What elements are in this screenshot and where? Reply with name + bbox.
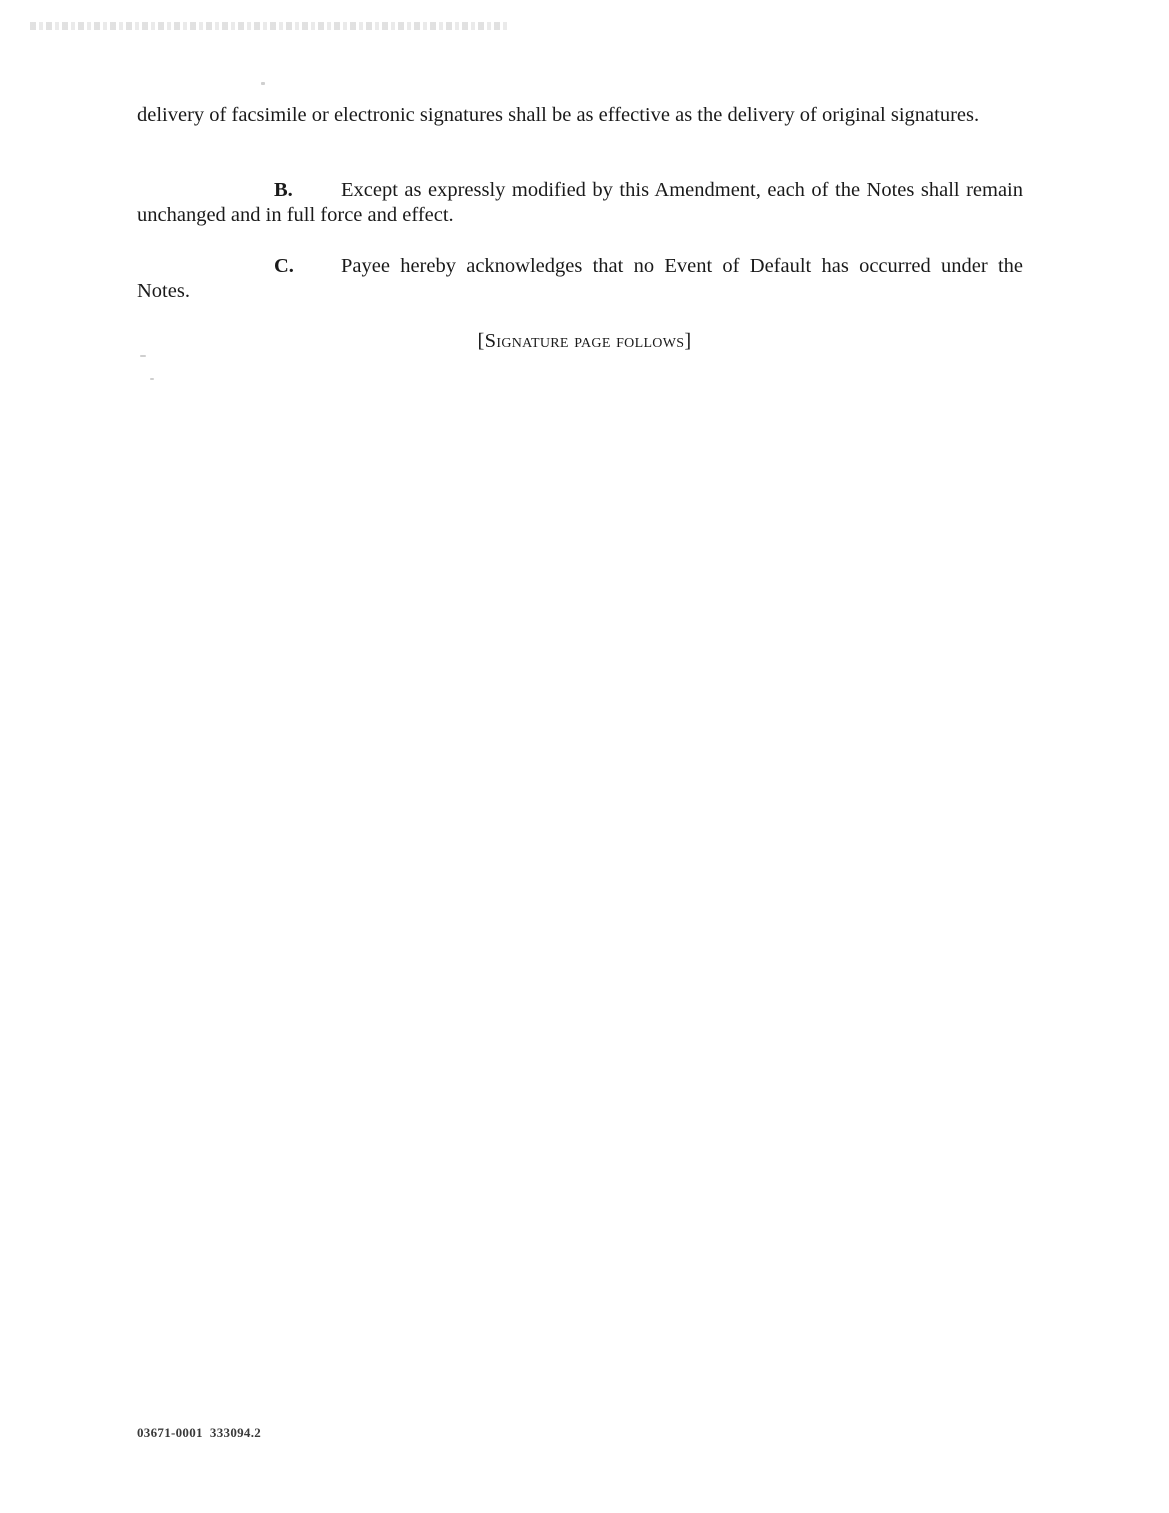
signature-page-follows-notice <box>0 330 1169 353</box>
section-c-text: Payee hereby acknowledges that no Event of Default has occurred under the Notes. <box>137 255 1023 302</box>
scan-speck <box>150 378 154 380</box>
open-bracket: [ <box>477 330 485 352</box>
scan-artifact <box>30 22 510 30</box>
section-c-letter: C. <box>274 255 294 277</box>
section-b-paragraph <box>137 178 1023 228</box>
close-bracket: ] <box>684 330 692 352</box>
signature-notice-text: Signature page follows <box>484 330 685 352</box>
section-c-paragraph <box>137 254 1023 304</box>
document-id-footer: 03671-0001 333094.2 <box>137 1425 262 1440</box>
section-b-text: Except as expressly modified by this Amendment, each of the Notes shall remain unchanged and in full force and effect. <box>137 179 1023 226</box>
section-b-letter: B. <box>274 179 293 201</box>
scan-speck <box>261 82 265 85</box>
scan-speck <box>140 355 146 357</box>
continued-paragraph: delivery of facsimile or electronic signatures shall be as effective as the delivery of original signatures. <box>137 104 980 126</box>
